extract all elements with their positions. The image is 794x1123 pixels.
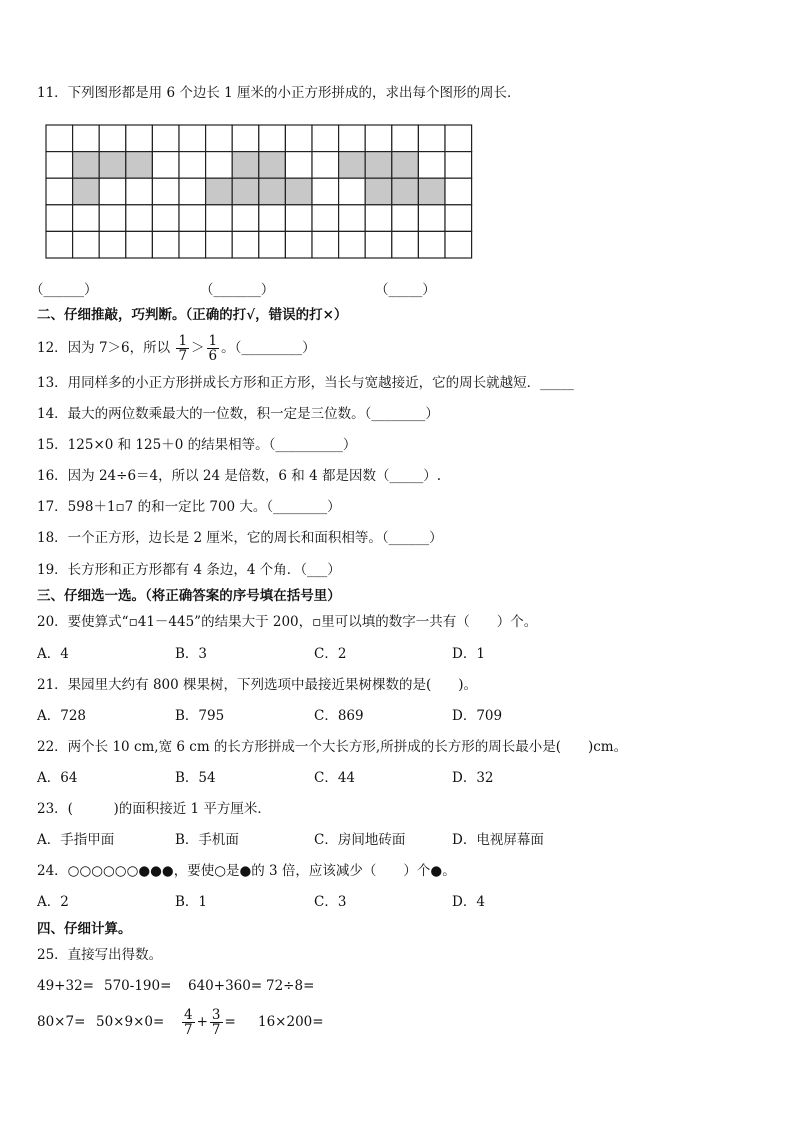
grid-cell <box>339 178 366 205</box>
grid-cell <box>46 125 73 152</box>
grid-cell <box>259 125 286 152</box>
grid-cell <box>312 125 339 152</box>
q23-option-c[interactable]: C．房间地砖面 <box>314 832 406 848</box>
grid-cell-shaded <box>392 178 419 205</box>
grid-cell <box>152 205 179 232</box>
grid-cell-shaded <box>206 178 233 205</box>
q25-item-2: 570-190= <box>104 978 172 994</box>
grid-cell <box>152 125 179 152</box>
q11-answer-3[interactable]: （_____） <box>375 282 436 298</box>
grid-cell <box>73 125 100 152</box>
q13: 13．用同样多的小正方形拼成长方形和正方形，当长与宽越接近，它的周长就越短．_____ <box>37 375 574 391</box>
grid-cell <box>46 178 73 205</box>
q11-answer-2[interactable]: （_______） <box>200 282 275 298</box>
grid-cell <box>179 205 206 232</box>
grid-cell <box>418 205 445 232</box>
q23-option-d[interactable]: D．电视屏幕面 <box>452 832 544 848</box>
q22-option-b[interactable]: B．54 <box>175 770 216 786</box>
q12-fraction-1 <box>176 334 189 363</box>
q12-post[interactable]: 。（_________） <box>221 340 316 356</box>
grid-cell <box>312 231 339 258</box>
q24: 24．○○○○○○●●●，要使○是●的 3 倍，应该减少（ ）个●。 <box>37 863 456 879</box>
grid-cell-shaded <box>392 152 419 179</box>
grid-cell-shaded <box>259 152 286 179</box>
grid-cell <box>206 152 233 179</box>
section-3-title: 三、仔细选一选。（将正确答案的序号填在括号里） <box>37 588 341 604</box>
grid-cell <box>418 231 445 258</box>
grid-cell <box>285 205 312 232</box>
q20-option-c[interactable]: C．2 <box>314 646 347 662</box>
q25-item-4: 72÷8= <box>266 978 315 994</box>
q20-option-d[interactable]: D．1 <box>452 646 485 662</box>
grid-cell <box>99 205 126 232</box>
q14: 14．最大的两位数乘最大的一位数，积一定是三位数。（________） <box>37 406 439 422</box>
grid-cell <box>418 152 445 179</box>
grid-cell <box>445 205 472 232</box>
q11-text: 11．下列图形都是用 6 个边长 1 厘米的小正方形拼成的，求出每个图形的周长． <box>37 85 521 101</box>
q19: 19．长方形和正方形都有 4 条边，4 个角．（___） <box>37 562 341 578</box>
q25-frac-1 <box>182 1008 195 1037</box>
q12 <box>37 328 316 368</box>
grid-cell <box>339 205 366 232</box>
q22-option-d[interactable]: D．32 <box>452 770 494 786</box>
grid-cell-shaded <box>73 152 100 179</box>
grid-cell-shaded <box>365 178 392 205</box>
grid-cell <box>179 178 206 205</box>
grid-cell <box>206 231 233 258</box>
q20: 20．要使算式“▫41－445”的结果大于 200，▫里可以填的数字一共有（ ）个。 <box>37 614 538 630</box>
grid-cell <box>126 178 153 205</box>
q25-text: 25．直接写出得数。 <box>37 947 163 963</box>
q22-option-c[interactable]: C．44 <box>314 770 356 786</box>
q20-option-b[interactable]: B．3 <box>175 646 208 662</box>
q25-item-8: 16×200= <box>258 1014 324 1030</box>
grid-cell-shaded <box>365 152 392 179</box>
q11-answer-1[interactable]: （______） <box>30 282 98 298</box>
grid-cell <box>418 125 445 152</box>
grid-cell <box>206 205 233 232</box>
grid-cell <box>312 205 339 232</box>
grid-cell <box>285 152 312 179</box>
grid-cell <box>73 205 100 232</box>
q12-fraction-2 <box>207 334 220 363</box>
grid-cell <box>73 231 100 258</box>
q12-f2-num: 1 <box>208 333 218 349</box>
grid-cell-shaded <box>339 152 366 179</box>
grid-cell-shaded <box>232 152 259 179</box>
grid-cell <box>206 125 233 152</box>
grid-cell <box>392 125 419 152</box>
section-2-title: 二、仔细推敲，巧判断。（正确的打√，错误的打×） <box>37 307 348 323</box>
grid-cell-shaded <box>259 178 286 205</box>
q25-frac-2-den: 7 <box>211 1022 221 1038</box>
q16: 16．因为 24÷6＝4，所以 24 是倍数，6 和 4 都是因数（_____）. <box>37 468 441 484</box>
grid-cell <box>99 231 126 258</box>
q22-option-a[interactable]: A．64 <box>37 770 78 786</box>
grid-cell <box>152 152 179 179</box>
q25-item-1: 49+32= <box>37 978 94 994</box>
grid-cell <box>232 231 259 258</box>
grid-cell <box>179 152 206 179</box>
q12-f1-num: 1 <box>178 333 188 349</box>
q24-option-b[interactable]: B．1 <box>175 894 208 910</box>
q23: 23．( )的面积接近 1 平方厘米． <box>37 801 271 817</box>
q17: 17．598＋1▫7 的和一定比 700 大。（________） <box>37 499 341 515</box>
grid-cell <box>285 125 312 152</box>
q12-pre: 12．因为 7＞6，所以 <box>37 340 171 356</box>
grid-cell <box>285 231 312 258</box>
grid-cell <box>46 205 73 232</box>
q25-fraction-sum <box>180 1002 236 1042</box>
grid-cell <box>46 231 73 258</box>
grid-cell <box>365 125 392 152</box>
grid-cell <box>339 125 366 152</box>
grid-cell <box>99 178 126 205</box>
q21-option-d[interactable]: D．709 <box>452 708 503 724</box>
q21-option-c[interactable]: C．869 <box>314 708 364 724</box>
grid-cell-shaded <box>285 178 312 205</box>
q20-option-a[interactable]: A．4 <box>37 646 69 662</box>
grid-cell <box>259 205 286 232</box>
grid-cell <box>126 125 153 152</box>
grid-cell-shaded <box>126 152 153 179</box>
grid-cell <box>179 231 206 258</box>
q25-item-3: 640+360= <box>188 978 263 994</box>
grid-cell <box>126 205 153 232</box>
grid-cell <box>46 152 73 179</box>
q18: 18．一个正方形，边长是 2 厘米，它的周长和面积相等。（______） <box>37 530 443 546</box>
grid-cell <box>339 231 366 258</box>
q25-item-6: 50×9×0= <box>96 1014 165 1030</box>
grid-cell <box>232 205 259 232</box>
q24-option-d[interactable]: D．4 <box>452 894 485 910</box>
grid-cell-shaded <box>73 178 100 205</box>
q11-grid <box>0 120 794 280</box>
q15: 15．125×0 和 125＋0 的结果相等。（__________） <box>37 437 357 453</box>
grid-cell <box>392 231 419 258</box>
grid-cell <box>126 231 153 258</box>
q23-option-b[interactable]: B．手机面 <box>175 832 239 848</box>
q12-f2-den: 6 <box>208 348 218 364</box>
q23-option-a[interactable]: A．手指甲面 <box>37 832 115 848</box>
q25-frac-1-num: 4 <box>184 1007 193 1023</box>
grid-cell <box>445 231 472 258</box>
q22: 22．两个长 10 cm,宽 6 cm 的长方形拼成一个大长方形,所拼成的长方形的周长最小是( )cm。 <box>37 739 628 755</box>
grid-cell <box>179 125 206 152</box>
grid-cell <box>392 205 419 232</box>
grid-cell <box>445 152 472 179</box>
q25-frac-1-den: 7 <box>184 1022 193 1038</box>
grid-cell <box>259 231 286 258</box>
q24-option-c[interactable]: C．3 <box>314 894 347 910</box>
q25-item-5: 80×7= <box>37 1014 86 1030</box>
grid-cell-shaded <box>232 178 259 205</box>
grid-cell <box>312 152 339 179</box>
grid-cell <box>365 231 392 258</box>
grid-cell <box>232 125 259 152</box>
q25-frac-2 <box>210 1008 223 1037</box>
q12-f1-den: 7 <box>178 348 188 364</box>
grid-cell <box>99 125 126 152</box>
grid-cell <box>312 178 339 205</box>
q21-option-b[interactable]: B．795 <box>175 708 225 724</box>
section-4-title: 四、仔细计算。 <box>37 921 132 937</box>
q21: 21．果园里大约有 800 棵果树，下列选项中最接近果树棵数的是( )。 <box>37 677 478 693</box>
q12-gt: ＞ <box>191 340 205 356</box>
grid-cell <box>445 178 472 205</box>
q24-option-a[interactable]: A．2 <box>37 894 69 910</box>
grid-cell <box>152 231 179 258</box>
grid-cell <box>152 178 179 205</box>
q21-option-a[interactable]: A．728 <box>37 708 87 724</box>
q25-frac-2-num: 3 <box>211 1007 221 1023</box>
q25-frac-op: + <box>196 1014 208 1030</box>
grid-cell <box>445 125 472 152</box>
grid-cell <box>365 205 392 232</box>
grid-cell-shaded <box>418 178 445 205</box>
grid-cell-shaded <box>99 152 126 179</box>
q25-frac-eq: = <box>224 1014 236 1030</box>
